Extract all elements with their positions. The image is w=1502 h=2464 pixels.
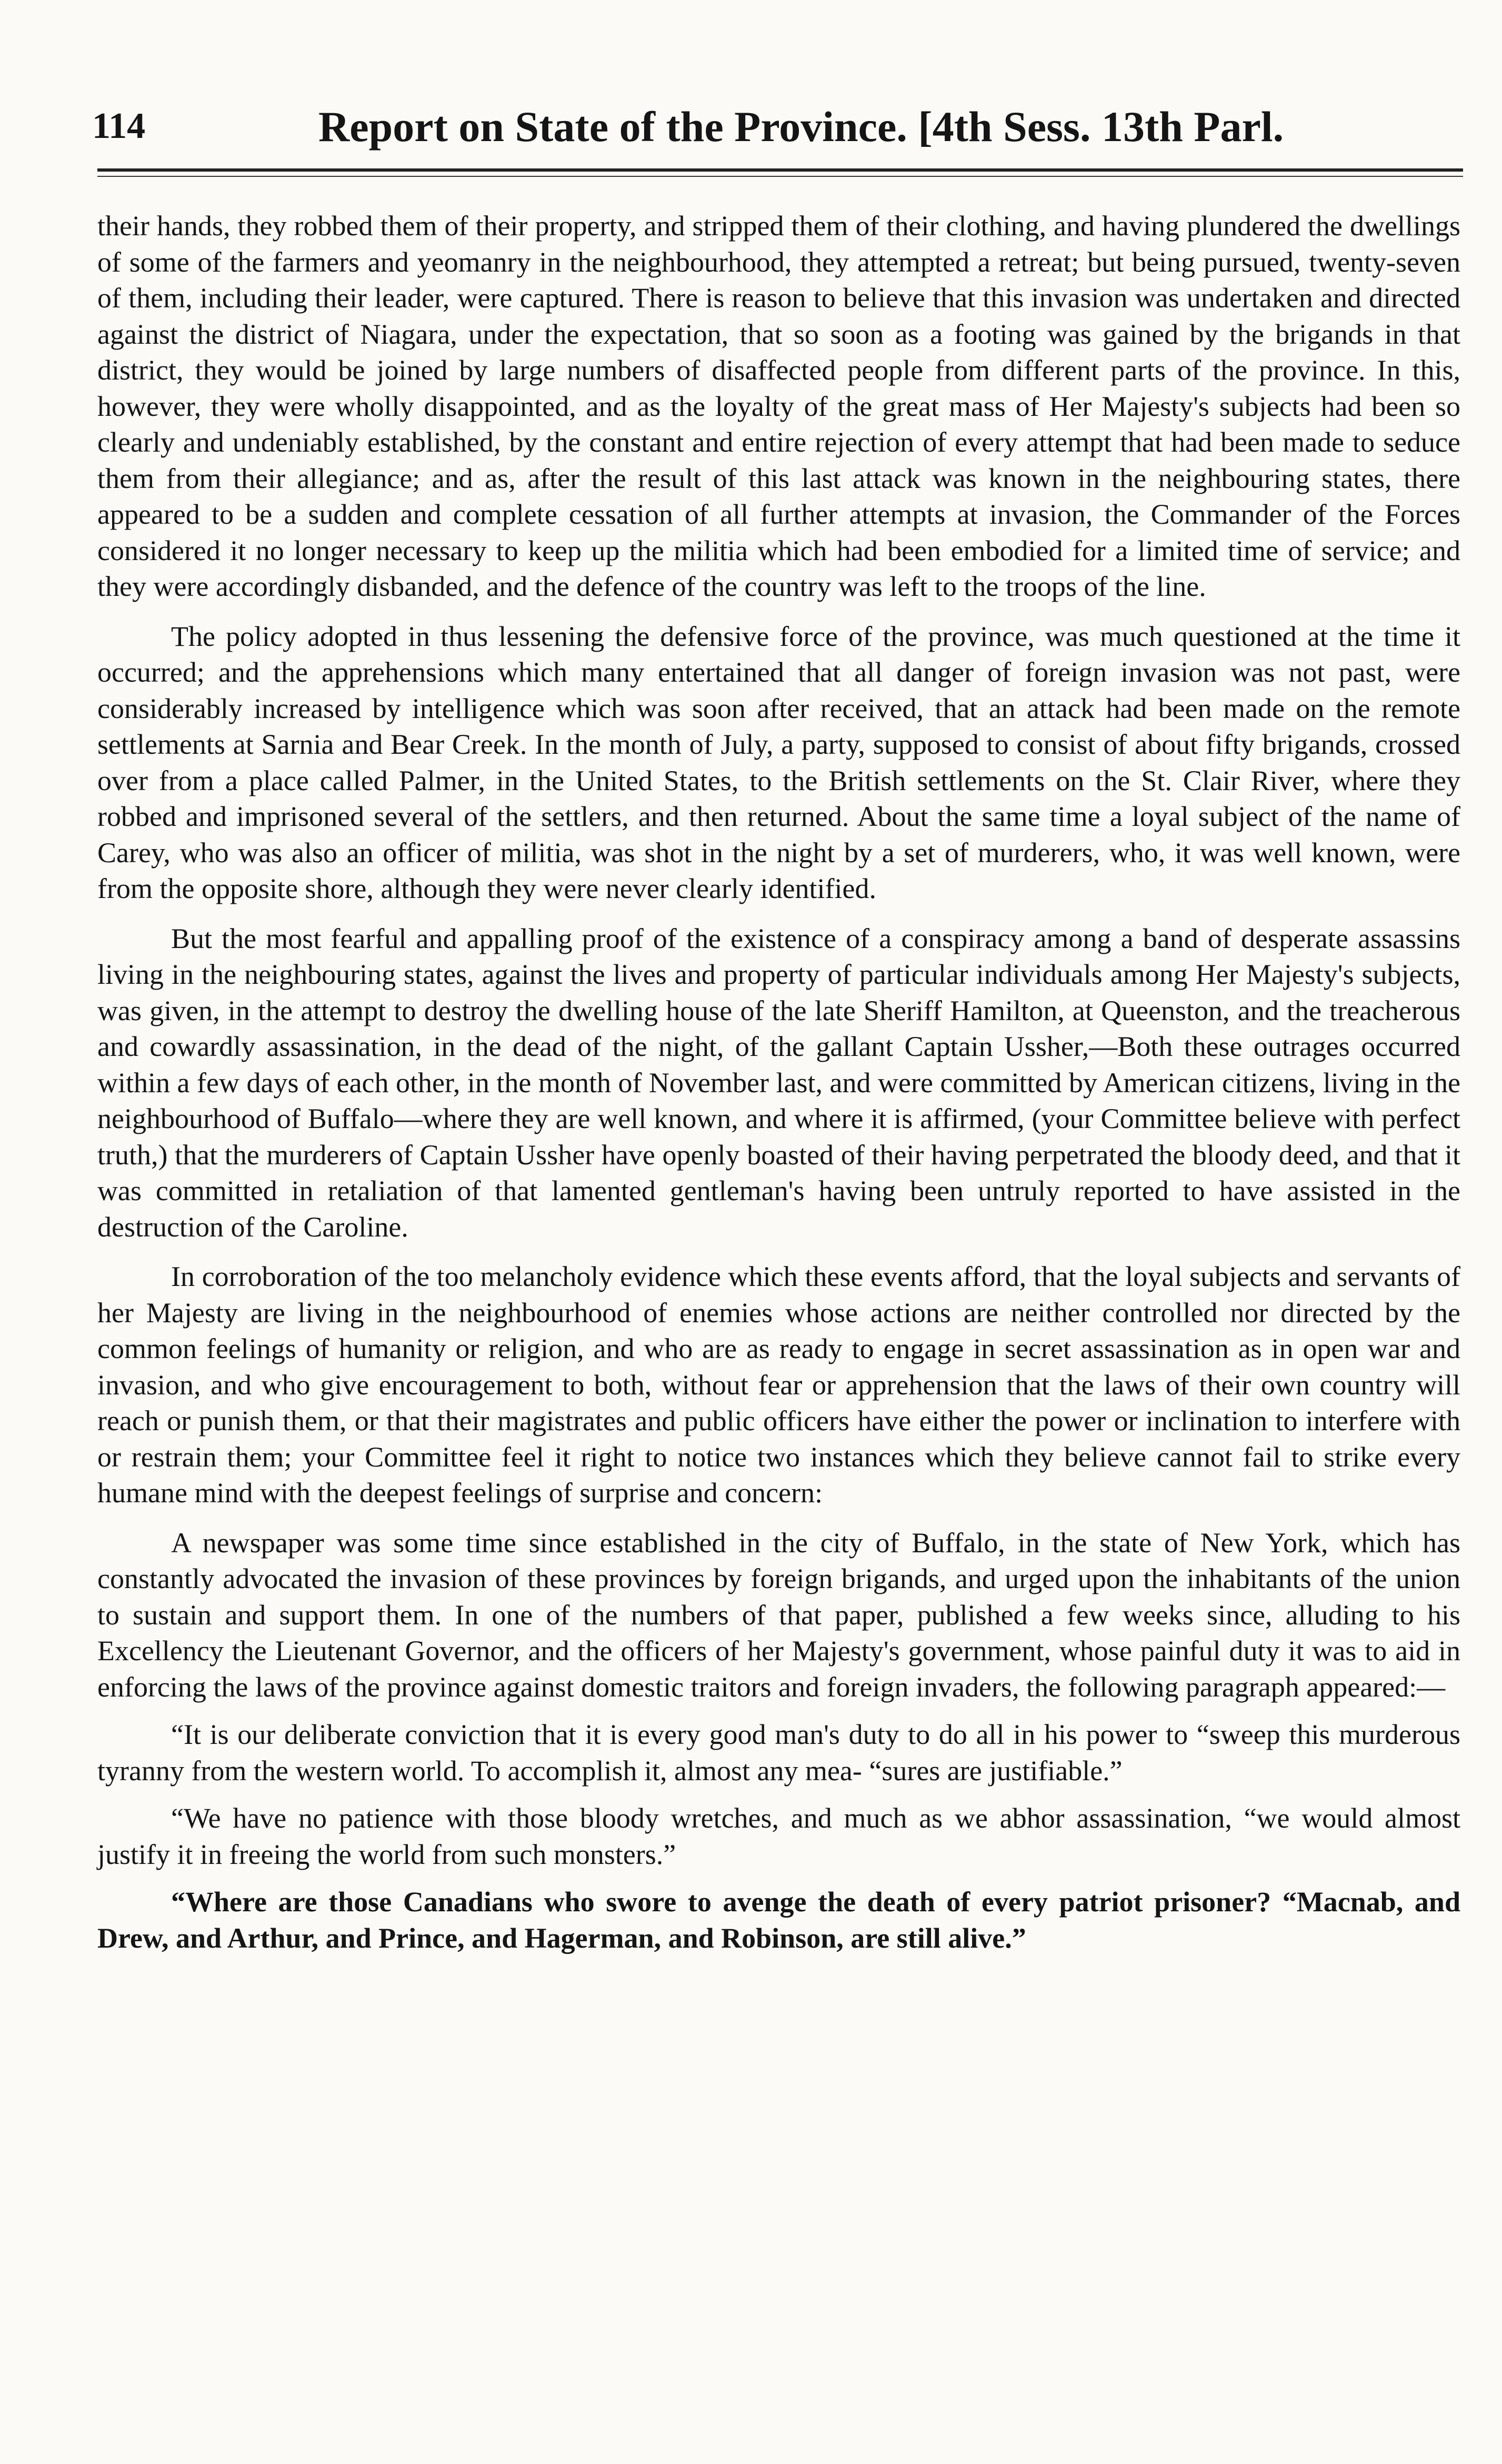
quotation: “Where are those Canadians who swore to avenge the death of every patriot prisoner? “Macnab, and Drew, and Arthur, and Prince, and Hagerman, and Robinson, are still alive.” <box>97 1886 1460 1954</box>
running-title: Report on State of the Province. [4th Sess. 13th Parl. <box>318 103 1284 151</box>
paragraph: But the most fearful and appalling proof of the existence of a conspiracy among a band of desperate assassins living in the neighbouring states, against the lives and property of particular individuals among Her Majesty's subjects, was given, in the attempt to destroy the dwelling house of the late Sheriff Hamilton, at Queenston, and the treacherous and cowardly assassination, in the dead of the night, of the gallant Captain Ussher,—Both these outrages occurred within a few days of each other, in the month of November last, and were committed by American citizens, living in the neighbourhood of Buffalo—where they are well known, and where it is affirmed, (your Committee believe with perfect truth,) that the murderers of Captain Ussher have openly boasted of their having perpetrated the bloody deed, and that it was committed in retaliation of that lamented gentleman's having been untruly reported to have assisted in the destruction of the Caroline. <box>97 922 1460 1243</box>
header-rule-thin <box>97 176 1463 177</box>
body-text <box>97 208 1460 1956</box>
paragraph: In corroboration of the too melancholy evidence which these events afford, that the loyal subjects and servants of her Majesty are living in the neighbourhood of enemies whose actions are neither controlled nor directed by the common feelings of humanity or religion, and who are as ready to engage in secret assassination as in open war and invasion, and who give encouragement to both, without fear or apprehension that the laws of their own country will reach or punish them, or that their magistrates and public officers have either the power or inclination to interfere with or restrain them; your Committee feel it right to notice two instances which they believe cannot fail to strike every humane mind with the deepest feelings of surprise and concern: <box>97 1261 1460 1509</box>
quotation: “We have no patience with those bloody wretches, and much as we abhor assassination, “we would almost justify it in freeing the world from such monsters.” <box>97 1802 1460 1870</box>
header-rule-thick <box>97 168 1463 172</box>
paragraph: A newspaper was some time since established in the city of Buffalo, in the state of New York, which has constantly advocated the invasion of these provinces by foreign brigands, and urged upon the inhabitants of the union to sustain and support them. In one of the numbers of that paper, published a few weeks since, alluding to his Excellency the Lieutenant Governor, and the officers of her Majesty's government, whose painful duty it was to aid in enforcing the laws of the province against domestic traitors and foreign invaders, the following paragraph appeared:— <box>97 1527 1460 1703</box>
paragraph: The policy adopted in thus lessening the defensive force of the province, was much questioned at the time it occurred; and the apprehensions which many entertained that all danger of foreign invasion was not past, were considerably increased by intelligence which was soon after received, that an attack had been made on the remote settlements at Sarnia and Bear Creek. In the month of July, a party, supposed to consist of about fifty brigands, crossed over from a place called Palmer, in the United States, to the British settlements on the St. Clair River, where they robbed and imprisoned several of the settlers, and then returned. About the same time a loyal subject of the name of Carey, who was also an officer of militia, was shot in the night by a set of murderers, who, it was well known, were from the opposite shore, although they were never clearly identified. <box>97 620 1460 904</box>
document-page <box>92 89 1466 1954</box>
paragraph: their hands, they robbed them of their property, and stripped them of their clothing, and having plundered the dwellings of some of the farmers and yeomanry in the neighbourhood, they attempted a retreat; but being pursued, twenty-seven of them, including their leader, were captured. There is reason to believe that this invasion was undertaken and directed against the district of Niagara, under the expectation, that so soon as a footing was gained by the brigands in that district, they would be joined by large numbers of disaffected people from different parts of the province. In this, however, they were wholly disappointed, and as the loyalty of the great mass of Her Majesty's subjects had been so clearly and undeniably established, by the constant and entire rejection of every attempt that had been made to seduce them from their allegiance; and as, after the result of this last attack was known in the neighbouring states, there appeared to be a sudden and complete cessation of all further attempts at invasion, the Commander of the Forces considered it no longer necessary to keep up the militia which had been embodied for a limited time of service; and they were accordingly disbanded, and the defence of the country was left to the troops of the line. <box>97 210 1460 602</box>
quotation: “It is our deliberate conviction that it is every good man's duty to do all in his power to “sweep this murderous tyranny from the western world. To accomplish it, almost any mea- “sures are justifiable.” <box>97 1719 1460 1787</box>
page-number: 114 <box>92 106 146 146</box>
page-header <box>92 89 1466 168</box>
